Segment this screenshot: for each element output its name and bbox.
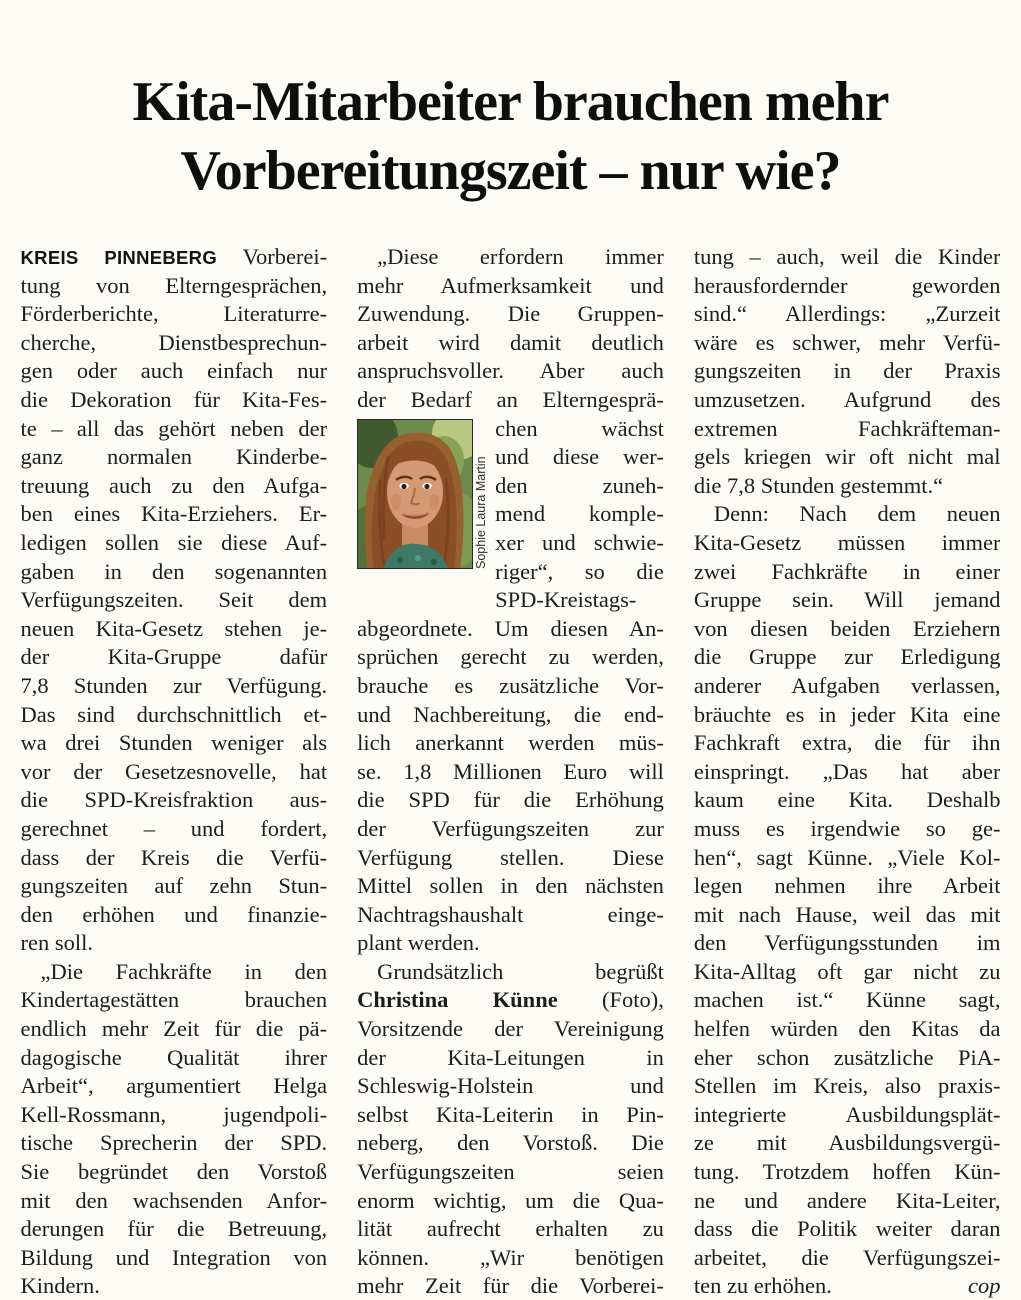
text-line: bräuchte es in jeder Kita eine: [693, 701, 1001, 727]
text-line: helfen würden den Kitas da: [693, 1016, 1001, 1042]
text-line: hen“, sagt Künne. „Viele Kol-: [693, 844, 1001, 870]
text-line: ten zu erhöhen. cop: [694, 1272, 1001, 1300]
headline-line-1: Kita-Mitarbeiter brauchen mehr: [132, 70, 889, 133]
article-column-2: [357, 243, 664, 1300]
text-line: ren soll.: [20, 930, 93, 956]
text-line: ze mit Ausbildungsvergü-: [693, 1130, 1001, 1156]
text-line: Gruppe sein. Will jemand: [693, 587, 1001, 613]
text-line: Verfügungszeiten seien: [357, 1159, 664, 1185]
text-line: gerechnet – und fordert,: [20, 815, 328, 841]
photo-credit: Sophie Laura Martin: [474, 456, 489, 570]
text-line: derungen für die Betreuung,: [20, 1216, 328, 1242]
text-line: gels kriegen wir oft nicht mal: [693, 444, 1001, 470]
text-line: „Die Fachkräfte in den: [40, 958, 328, 984]
text-line: SPD-Kreistags-: [495, 587, 637, 613]
text-line: arbeitet, die Verfügungszei-: [693, 1244, 1001, 1270]
text-line: ledigen sollen sie diese Auf-: [20, 529, 328, 555]
text-line: der Verfügungszeiten zur: [357, 815, 664, 841]
text-line: ne und andere Kita-Leiter,: [693, 1187, 1001, 1213]
text-line: Mittel sollen in den nächsten: [357, 873, 664, 899]
text-line: plant werden.: [357, 930, 480, 956]
text-line: gungszeiten in der Praxis: [693, 358, 1001, 384]
portrait-photo-block: [357, 419, 495, 619]
text-line: Bildung und Integration von: [20, 1244, 328, 1270]
text-line: 7,8 Stunden zur Verfügung.: [20, 672, 328, 698]
text-line: riger“, so die: [495, 558, 664, 584]
text-line: der Kita-Leitungen in: [357, 1044, 664, 1070]
text-line: mend komple-: [495, 501, 664, 527]
text-line: wäre es schwer, mehr Verfü-: [693, 329, 1001, 355]
text-line: selbst Kita-Leiterin in Pin-: [357, 1101, 664, 1127]
text-line: Kindertagestätten brauchen: [20, 987, 328, 1013]
location-kicker: KREIS PINNEBERG: [20, 247, 218, 269]
text-line: dass der Kreis die Verfü-: [20, 844, 328, 870]
text-line: Grundsätzlich begrüßt: [377, 958, 664, 984]
text-line: Verfügung stellen. Diese: [357, 844, 664, 870]
text-line: der Kita-Gruppe dafür: [20, 644, 328, 670]
text-line: anderer Aufgaben verlassen,: [693, 672, 1001, 698]
text-line: cherche, Dienstbesprechun-: [20, 329, 328, 355]
text-line: mehr Zeit für die Vorberei-: [357, 1273, 664, 1299]
text-line: brauche es zusätzliche Vor-: [357, 672, 664, 698]
text-line: sind.“ Allerdings: „Zurzeit: [693, 301, 1001, 327]
text-line: neuen Kita-Gesetz stehen je-: [20, 615, 328, 641]
article-columns: [21, 243, 1001, 1300]
text-line: den Verfügungsstunden im: [693, 930, 1001, 956]
text-line: Denn: Nach dem neuen: [713, 501, 1001, 527]
text-line: tische Sprecherin der SPD.: [20, 1130, 328, 1156]
text-line: kaum eine Kita. Deshalb: [693, 787, 1001, 813]
text-line: dass die Politik weiter daran: [693, 1216, 1001, 1242]
text-line: Kita-Gesetz müssen immer: [693, 529, 1001, 555]
text-line: Stellen im Kreis, also praxis-: [693, 1073, 1001, 1099]
text-line: Kindern.: [20, 1273, 100, 1299]
headline-line-2: Vorbereitungszeit – nur wie?: [180, 139, 841, 202]
portrait-photo: [357, 419, 473, 569]
text-line: Sie begründet den Vorstoß: [20, 1159, 328, 1185]
text-line: Christina Künne (Foto),: [357, 987, 664, 1013]
text-line: Fachkraft extra, die für ihn: [693, 730, 1001, 756]
text-line: sprüchen gerecht zu werden,: [357, 644, 664, 670]
text-line: und Nachbereitung, die end-: [357, 701, 664, 727]
article-column-1: [21, 243, 328, 1300]
text-line: te – all das gehört neben der: [20, 415, 328, 441]
text-line: Das sind durchschnittlich et-: [20, 701, 328, 727]
text-line: treuung auch zu den Aufga-: [20, 472, 328, 498]
text-line: endlich mehr Zeit für die pä-: [20, 1016, 328, 1042]
text-line: Nachtragshaushalt einge-: [357, 901, 664, 927]
text-line: Schleswig-Holstein und: [357, 1073, 664, 1099]
text-line: abgeordnete. Um diesen An-: [357, 615, 664, 641]
text-line: wa drei Stunden weniger als: [20, 730, 328, 756]
text-line: herausfordernder geworden: [693, 272, 1001, 298]
text-line: gaben in den sogenannten: [20, 558, 328, 584]
text-line: ganz normalen Kinderbe-: [20, 444, 328, 470]
text-line: tung – auch, weil die Kinder: [693, 244, 1001, 270]
text-line: anspruchsvoller. Aber auch: [357, 358, 664, 384]
text-line: die Gruppe zur Erledigung: [693, 644, 1001, 670]
text-line: se. 1,8 Millionen Euro will: [357, 758, 664, 784]
article-column-3: [694, 243, 1001, 1300]
text-line: Verfügungszeiten. Seit dem: [20, 587, 328, 613]
text-line: Kita-Alltag oft gar nicht zu: [693, 958, 1001, 984]
text-line: und diese wer-: [495, 444, 664, 470]
text-line: die Dekoration für Kita-Fes-: [20, 387, 328, 412]
text-line: Förderberichte, Literaturre-: [20, 301, 328, 327]
text-line: von diesen beiden Erziehern: [693, 615, 1001, 641]
text-line: enorm wichtig, um die Qua-: [357, 1187, 664, 1213]
text-line: gungszeiten auf zehn Stun-: [20, 873, 328, 899]
text-line: eher schon zusätzliche PiA-: [693, 1044, 1001, 1070]
text-line: lität aufrecht erhalten zu: [357, 1216, 664, 1242]
text-line: Vorsitzende der Vereinigung: [357, 1016, 664, 1042]
text-line: muss es irgendwie so ge-: [693, 815, 1001, 841]
text-line: umzusetzen. Aufgrund des: [693, 387, 1001, 412]
text-line: mehr Aufmerksamkeit und: [357, 272, 664, 298]
text-line: einspringt. „Das hat aber: [693, 758, 1001, 784]
text-line: können. „Wir benötigen: [357, 1244, 664, 1270]
text-line: tung. Trotzdem hoffen Kün-: [693, 1159, 1001, 1185]
text-line: die 7,8 Stunden gestemmt.“: [693, 472, 944, 498]
text-line: Zuwendung. Die Gruppen-: [357, 301, 664, 327]
text-line: mit nach Hause, weil das mit: [693, 901, 1001, 927]
text-line: die SPD für die Erhöhung: [357, 787, 664, 813]
text-line: der Bedarf an Elterngesprä-: [357, 387, 664, 412]
text-line: vor der Gesetzesnovelle, hat: [20, 758, 328, 784]
text-line: zwei Fachkräfte in einer: [693, 558, 1001, 584]
text-line: xer und schwie-: [495, 529, 664, 555]
text-line: den erhöhen und finanzie-: [20, 901, 328, 927]
text-line: gen oder auch einfach nur: [20, 358, 328, 384]
text-line: KREIS PINNEBERG Vorberei-: [20, 244, 328, 270]
text-line: „Diese erfordern immer: [377, 244, 664, 270]
text-line: Kell-Rossmann, jugendpoli-: [20, 1101, 328, 1127]
text-line: den zuneh-: [495, 472, 664, 498]
text-line: machen ist.“ Künne sagt,: [693, 987, 1001, 1013]
text-line: Arbeit“, argumentiert Helga: [20, 1073, 328, 1099]
text-line: arbeit wird damit deutlich: [357, 329, 664, 355]
text-line: extremen Fachkräfteman-: [693, 415, 1001, 441]
author-tag: cop: [967, 1273, 1001, 1299]
text-line: ben eines Kita-Erziehers. Er-: [20, 501, 328, 527]
text-line: dagogische Qualität ihrer: [20, 1044, 328, 1070]
text-line: chen wächst: [495, 415, 664, 441]
text-line: die SPD-Kreisfraktion aus-: [20, 787, 328, 813]
text-line: mit den wachsenden Anfor-: [20, 1187, 328, 1213]
article-headline: [0, 38, 1021, 206]
text-line: lich anerkannt werden müs-: [357, 730, 664, 756]
text-line: neberg, den Vorstoß. Die: [357, 1130, 664, 1156]
text-line: legen nehmen ihre Arbeit: [693, 873, 1001, 899]
text-line: tung von Elterngesprächen,: [20, 272, 328, 298]
text-line: integrierte Ausbildungsplät-: [693, 1101, 1001, 1127]
